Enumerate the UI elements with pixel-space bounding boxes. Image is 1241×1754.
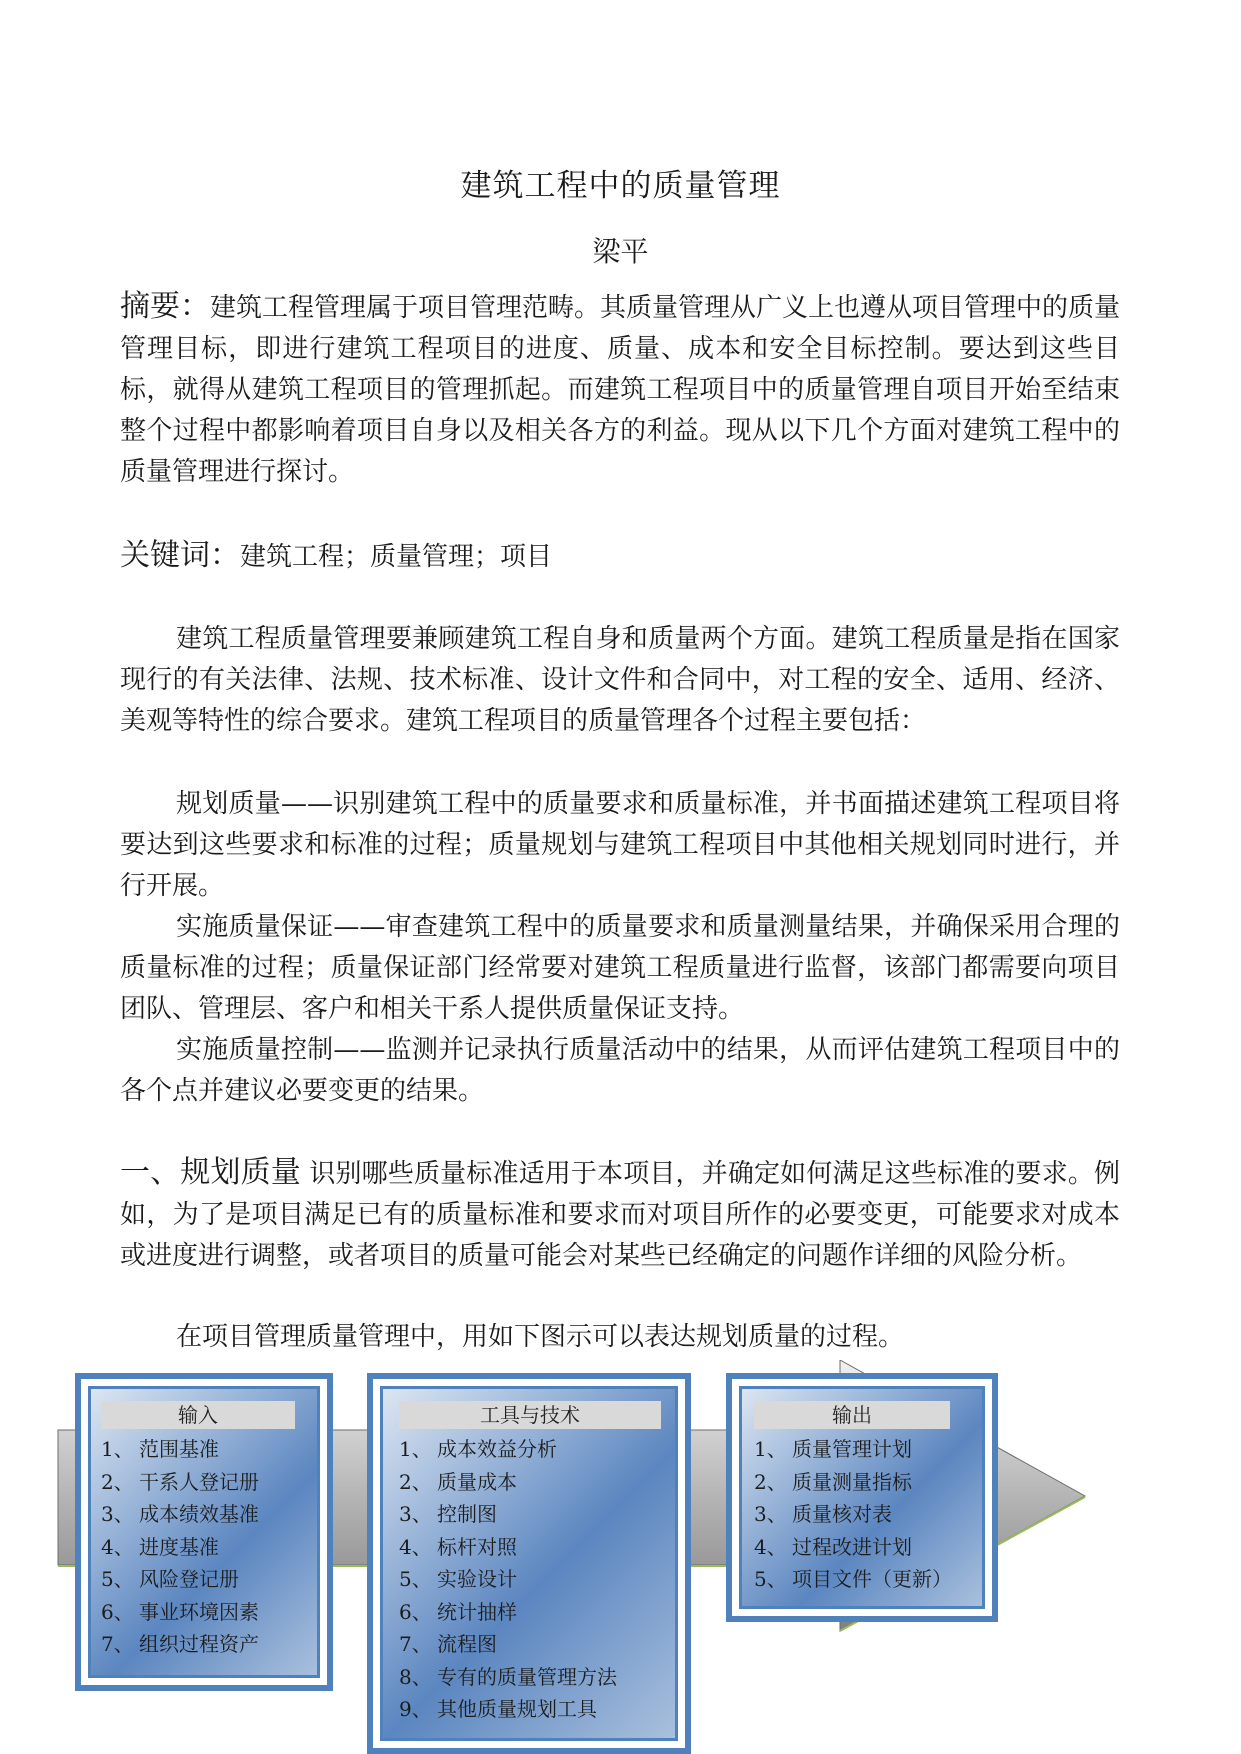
tools-item-number: 7、: [399, 1632, 432, 1656]
abstract: [120, 286, 1120, 493]
inputs-item: [101, 1433, 295, 1466]
outputs-item: [754, 1433, 950, 1466]
inputs-item-text: 成本绩效基准: [139, 1502, 259, 1526]
outputs-item-number: 4、: [754, 1534, 787, 1559]
inputs-list: [101, 1433, 295, 1661]
tools-item-number: 3、: [399, 1502, 432, 1526]
tools-item: [399, 1563, 661, 1596]
tools-item: [399, 1596, 661, 1629]
outputs-item-number: 3、: [754, 1502, 787, 1526]
tools-item-number: 8、: [399, 1664, 432, 1689]
inputs-box: [75, 1373, 333, 1691]
body-paragraph-3: 实施质量保证——审查建筑工程中的质量要求和质量测量结果，并确保采用合理的质量标准的过程；质量保证部门经常要对建筑工程质量进行监督，该部门都需要向项目团队、管理层、客户和相关干系人提供质量保证支持。: [120, 912, 1120, 1024]
body-paragraph-4: 实施质量控制——监测并记录执行质量活动中的结果，从而评估建筑工程项目中的各个点并建议必要变更的结果。: [120, 1035, 1120, 1106]
tools-item-text: 专有的质量管理方法: [437, 1664, 617, 1689]
abstract-text: 建筑工程管理属于项目管理范畴。其质量管理从广义上也遵从项目管理中的质量管理目标，即进行建筑工程项目的进度、质量、成本和安全目标控制。要达到这些目标，就得从建筑工程项目的管理抓起。而建筑工程项目中的质量管理自项目开始至结束整个过程中都影响着项目自身以及相关各方的利益。现从以下几个方面对建筑工程中的质量管理进行探讨。: [120, 293, 1121, 487]
keywords-text: 建筑工程；质量管理；项目: [240, 542, 553, 572]
inputs-item-number: 1、: [101, 1437, 134, 1461]
body-paragraph-1: 建筑工程质量管理要兼顾建筑工程自身和质量两个方面。建筑工程质量是指在国家现行的有关法律、法规、技术标准、设计文件和合同中，对工程的安全、适用、经济、美观等特性的综合要求。建筑工程项目的质量管理各个过程主要包括：: [120, 624, 1120, 736]
inputs-item-text: 干系人登记册: [139, 1469, 259, 1494]
tools-item-number: 1、: [399, 1437, 432, 1461]
outputs-item: [754, 1563, 950, 1596]
section-1: [120, 1152, 1120, 1277]
tools-item: [399, 1433, 661, 1466]
tools-item-number: 4、: [399, 1534, 432, 1559]
outputs-item-number: 5、: [754, 1567, 787, 1591]
diagram-intro: 在项目管理质量管理中，用如下图示可以表达规划质量的过程。: [176, 1322, 905, 1352]
outputs-item-text: 过程改进计划: [792, 1534, 912, 1559]
inputs-item: [101, 1596, 295, 1629]
inputs-item: [101, 1466, 295, 1499]
outputs-item: [754, 1498, 950, 1531]
inputs-item-number: 3、: [101, 1502, 134, 1526]
tools-item-number: 6、: [399, 1599, 432, 1624]
tools-item: [399, 1661, 661, 1694]
tools-item: [399, 1498, 661, 1531]
inputs-item: [101, 1498, 295, 1531]
inputs-item-text: 进度基准: [139, 1534, 219, 1559]
inputs-item: [101, 1531, 295, 1564]
tools-item: [399, 1466, 661, 1499]
tools-header: 工具与技术: [399, 1401, 661, 1429]
inputs-item-number: 6、: [101, 1599, 134, 1624]
outputs-box: [726, 1373, 998, 1622]
outputs-item-text: 项目文件（更新）: [792, 1567, 952, 1591]
tools-item-text: 其他质量规划工具: [437, 1697, 597, 1721]
inputs-item-number: 7、: [101, 1632, 134, 1656]
tools-item-text: 质量成本: [437, 1469, 517, 1494]
abstract-label: 摘要：: [120, 289, 210, 324]
inputs-item-text: 风险登记册: [139, 1567, 239, 1591]
keywords: [120, 535, 1120, 578]
outputs-header: 输出: [754, 1401, 950, 1429]
tools-box: [367, 1373, 691, 1754]
tools-item-number: 5、: [399, 1567, 432, 1591]
section-1-text: 识别哪些质量标准适用于本项目，并确定如何满足这些标准的要求。例如，为了是项目满足已有的质量标准和要求而对项目所作的必要变更，可能要求对成本或进度进行调整，或者项目的质量可能会对某些已经确定的问题作详细的风险分析。: [120, 1159, 1120, 1271]
tools-item-text: 成本效益分析: [437, 1437, 557, 1461]
body-paragraph-2: 规划质量——识别建筑工程中的质量要求和质量标准，并书面描述建筑工程项目将要达到这些要求和标准的过程；质量规划与建筑工程项目中其他相关规划同时进行，并行开展。: [120, 789, 1120, 901]
tools-item-text: 流程图: [437, 1632, 497, 1656]
outputs-item: [754, 1531, 950, 1564]
inputs-item-number: 5、: [101, 1567, 134, 1591]
inputs-item-text: 组织过程资产: [139, 1632, 259, 1656]
tools-item: [399, 1531, 661, 1564]
tools-item-text: 控制图: [437, 1502, 497, 1526]
keywords-label: 关键词：: [120, 538, 240, 573]
tools-item: [399, 1628, 661, 1661]
tools-item-number: 2、: [399, 1469, 432, 1494]
section-1-heading: 一、规划质量: [120, 1155, 301, 1190]
outputs-item-number: 2、: [754, 1469, 787, 1494]
tools-item-text: 统计抽样: [437, 1599, 517, 1624]
outputs-item-text: 质量核对表: [792, 1502, 892, 1526]
inputs-item-number: 4、: [101, 1534, 134, 1559]
inputs-item: [101, 1628, 295, 1661]
inputs-item-text: 事业环境因素: [139, 1599, 259, 1624]
outputs-list: [754, 1433, 950, 1596]
outputs-item: [754, 1466, 950, 1499]
inputs-item: [101, 1563, 295, 1596]
tools-item-text: 标杆对照: [437, 1534, 517, 1559]
tools-list: [399, 1433, 661, 1726]
tools-item: [399, 1693, 661, 1726]
outputs-item-text: 质量测量指标: [792, 1469, 912, 1494]
outputs-item-text: 质量管理计划: [792, 1437, 912, 1461]
tools-item-number: 9、: [399, 1697, 432, 1721]
inputs-item-text: 范围基准: [139, 1437, 219, 1461]
outputs-item-number: 1、: [754, 1437, 787, 1461]
tools-item-text: 实验设计: [437, 1567, 517, 1591]
document-title: 建筑工程中的质量管理: [460, 168, 781, 204]
inputs-header: 输入: [101, 1401, 295, 1429]
author-name: 梁平: [592, 235, 649, 268]
inputs-item-number: 2、: [101, 1469, 134, 1494]
